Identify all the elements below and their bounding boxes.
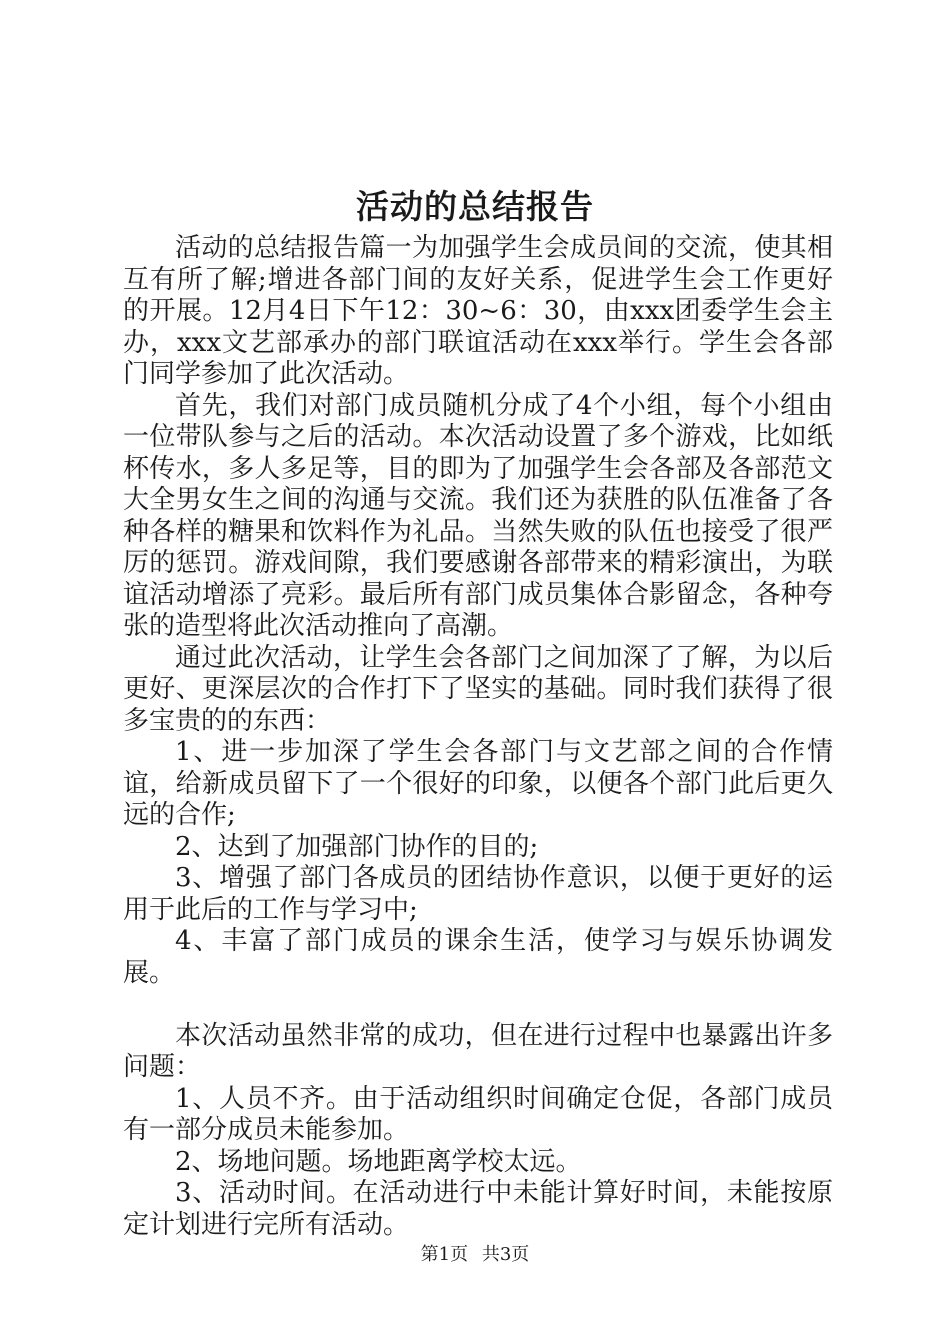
paragraph-activities: 首先，我们对部门成员随机分成了4个小组，每个小组由一位带队参与之后的活动。本次活动设置了多个游戏，比如纸杯传水，多人多足等，目的即为了加强学生会各部及各部范文大全男女生之间的沟通与交流。我们还为获胜的队伍准备了各种各样的糖果和饮料作为礼品。当然失败的队伍也接受了很严厉的惩罚。游戏间隙，我们要感谢各部带来的精彩演出，为联谊活动增添了亮彩。最后所有部门成员集体合影留念，各种夸张的造型将此次活动推向了高潮。 <box>123 390 833 641</box>
page-total: 共3页 <box>481 1244 530 1265</box>
document-title: 活动的总结报告 <box>356 187 594 226</box>
list-item-gain-3: 3、增强了部门各成员的团结协作意识，以便于更好的运用于此后的工作与学习中; <box>123 863 833 925</box>
list-item-problem-2: 2、场地问题。场地距离学校太远。 <box>175 1146 582 1177</box>
list-item-gain-1: 1、进一步加深了学生会各部门与文艺部之间的合作情谊，给新成员留下了一个很好的印象，以便各个部门此后更久远的合作; <box>123 737 833 830</box>
paragraph-problems: 本次活动虽然非常的成功，但在进行过程中也暴露出许多问题： <box>123 1020 833 1082</box>
list-item-problem-3: 3、活动时间。在活动进行中未能计算好时间，未能按原定计划进行完所有活动。 <box>123 1178 833 1240</box>
list-item-gain-4: 4、丰富了部门成员的课余生活，使学习与娱乐协调发展。 <box>123 926 833 988</box>
paragraph-gap <box>123 989 833 1021</box>
list-item-problem-1: 1、人员不齐。由于活动组织时间确定仓促，各部门成员有一部分成员未能参加。 <box>123 1083 833 1145</box>
document-body <box>123 233 833 1241</box>
list-item-gain-2: 2、达到了加强部门协作的目的; <box>175 831 539 862</box>
paragraph-results: 通过此次活动，让学生会各部门之间加深了了解，为以后更好、更深层次的合作打下了坚实的基础。同时我们获得了很多宝贵的的东西： <box>123 642 833 736</box>
page-footer <box>0 1242 950 1268</box>
page-number: 第1页 <box>420 1244 469 1265</box>
paragraph-intro: 活动的总结报告篇一为加强学生会成员间的交流，使其相互有所了解;增进各部门间的友好关系，促进学生会工作更好的开展。12月4日下午12：30~6：30，由xxx团委学生会主办，xxx文艺部承办的部门联谊活动在xxx举行。学生会各部门同学参加了此次活动。 <box>123 233 833 389</box>
